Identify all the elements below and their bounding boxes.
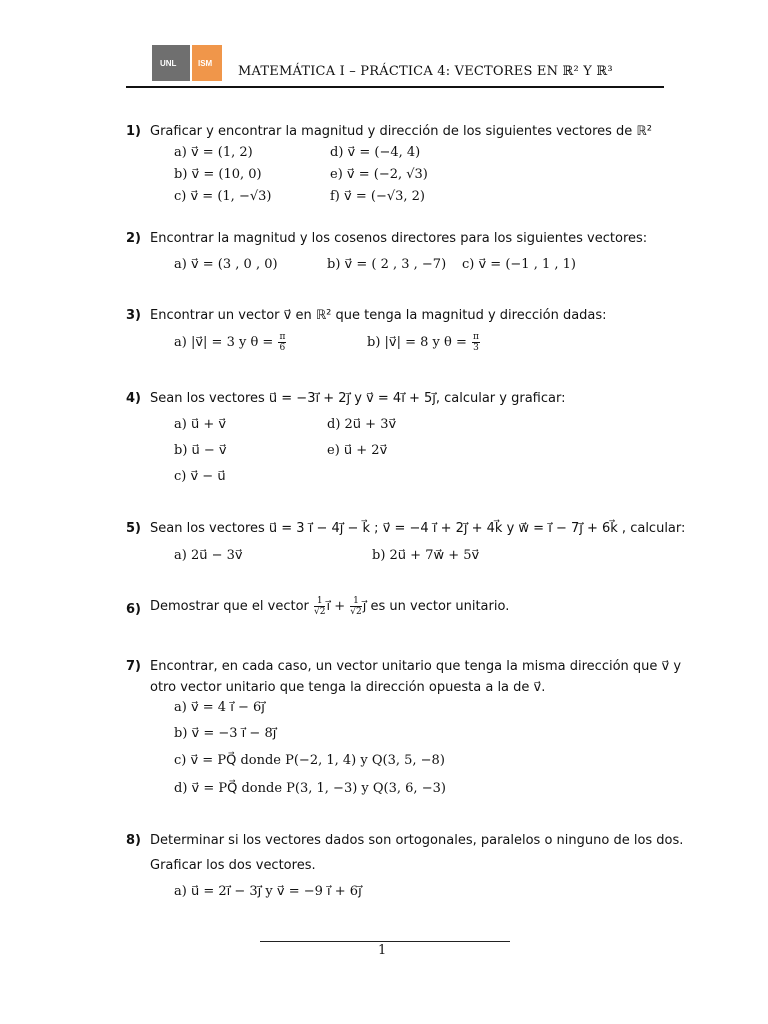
problem-8-number: 8) xyxy=(126,833,141,848)
fraction-1-sqrt2-i: $\frac{1}{√2}$ xyxy=(314,596,326,617)
problem-3-item-b xyxy=(367,332,481,353)
problem-8-text-line2: Graficar los dos vectores. xyxy=(150,858,316,873)
header-divider xyxy=(126,86,664,88)
ism-logo: ISM xyxy=(192,45,222,81)
problem-7-number: 7) xyxy=(126,659,141,674)
problem-1-item-c: c) v⃗ = (1, −√3) xyxy=(174,189,272,204)
problem-4-item-b: b) u⃗ − v⃗ xyxy=(174,443,227,458)
problem-6-number: 6) xyxy=(126,602,141,617)
unl-logo: UNL xyxy=(152,45,190,81)
problem-2-text: Encontrar la magnitud y los cosenos directores para los siguientes vectores: xyxy=(150,231,648,246)
problem-4-item-c: c) v⃗ − u⃗ xyxy=(174,469,226,484)
unit-j: j⃗ xyxy=(362,599,367,614)
problem-3-item-b-label: b) |v⃗| = 8 y θ = xyxy=(367,335,471,350)
problem-1-item-f: f) v⃗ = (−√3, 2) xyxy=(330,189,425,204)
problem-1-item-d: d) v⃗ = (−4, 4) xyxy=(330,145,421,160)
problem-6-text-after: es un vector unitario. xyxy=(366,599,510,614)
unit-i: i⃗ + xyxy=(326,599,350,614)
problem-6-text xyxy=(150,596,509,617)
problem-5-number: 5) xyxy=(126,521,141,536)
problem-8-text-line1: Determinar si los vectores dados son ortogonales, paralelos o ninguno de los dos. xyxy=(150,833,684,848)
problem-7-item-a: a) v⃗ = 4 i⃗ − 6j⃗ xyxy=(174,700,265,715)
problem-4-item-d: d) 2u⃗ + 3v⃗ xyxy=(327,417,397,432)
problem-1-item-a: a) v⃗ = (1, 2) xyxy=(174,145,253,160)
problem-5-text: Sean los vectores u⃗ = 3 i⃗ − 4j⃗ − k⃗ ; v⃗ = −4 i⃗ + 2j⃗ + 4k⃗ y w⃗ = i⃗ − 7j⃗ + 6k⃗ , calcular: xyxy=(150,521,686,536)
footer-divider xyxy=(260,941,510,942)
fraction-pi-6: $\frac{\pi}{6}$ xyxy=(279,332,286,353)
problem-5-item-b: b) 2u⃗ + 7w⃗ + 5v⃗ xyxy=(372,548,480,563)
problem-1-item-e: e) v⃗ = (−2, √3) xyxy=(330,167,428,182)
fraction-pi-3: $\frac{\pi}{3}$ xyxy=(473,332,479,353)
problem-8-item-a: a) u⃗ = 2i⃗ − 3j⃗ y v⃗ = −9 i⃗ + 6j⃗ xyxy=(174,884,362,899)
problem-1-item-b: b) v⃗ = (10, 0) xyxy=(174,167,262,182)
problem-7-item-b: b) v⃗ = −3 i⃗ − 8j⃗ xyxy=(174,726,277,741)
problem-7-text-line1: Encontrar, en cada caso, un vector unitario que tenga la misma dirección que v⃗ y xyxy=(150,659,682,674)
problem-7-text-line2: otro vector unitario que tenga la dirección opuesta a la de v⃗. xyxy=(150,680,546,695)
problem-4-item-a: a) u⃗ + v⃗ xyxy=(174,417,227,432)
problem-3-text: Encontrar un vector v⃗ en ℝ² que tenga la magnitud y dirección dadas: xyxy=(150,308,607,323)
problem-2-item-b: b) v⃗ = ( 2 , 3 , −7) xyxy=(327,257,447,272)
problem-5-item-a: a) 2u⃗ − 3v⃗ xyxy=(174,548,243,563)
problem-4-text: Sean los vectores u⃗ = −3i⃗ + 2j⃗ y v⃗ = 4i⃗ + 5j⃗, calcular y graficar: xyxy=(150,391,566,406)
problem-2-number: 2) xyxy=(126,231,141,246)
fraction-1-sqrt2-j: $\frac{1}{√2}$ xyxy=(350,596,362,617)
problem-7-item-c: c) v⃗ = PQ⃗ donde P(−2, 1, 4) y Q(3, 5, −8) xyxy=(174,753,445,768)
problem-3-item-a xyxy=(174,332,287,353)
problem-1-text: Graficar y encontrar la magnitud y dirección de los siguientes vectores de ℝ² xyxy=(150,124,652,139)
page-title: MATEMÁTICA I – PRÁCTICA 4: VECTORES EN ℝ² Y ℝ³ xyxy=(238,64,613,79)
page-number: 1 xyxy=(378,943,387,958)
problem-6-text-before: Demostrar que el vector xyxy=(150,599,314,614)
problem-3-number: 3) xyxy=(126,308,141,323)
problem-1-number: 1) xyxy=(126,124,141,139)
problem-4-item-e: e) u⃗ + 2v⃗ xyxy=(327,443,388,458)
problem-4-number: 4) xyxy=(126,391,141,406)
problem-7-item-d: d) v⃗ = PQ⃗ donde P(3, 1, −3) y Q(3, 6, −3) xyxy=(174,781,446,796)
problem-2-item-c: c) v⃗ = (−1 , 1 , 1) xyxy=(462,257,576,272)
problem-2-item-a: a) v⃗ = (3 , 0 , 0) xyxy=(174,257,278,272)
problem-3-item-a-label: a) |v⃗| = 3 y θ = xyxy=(174,335,278,350)
